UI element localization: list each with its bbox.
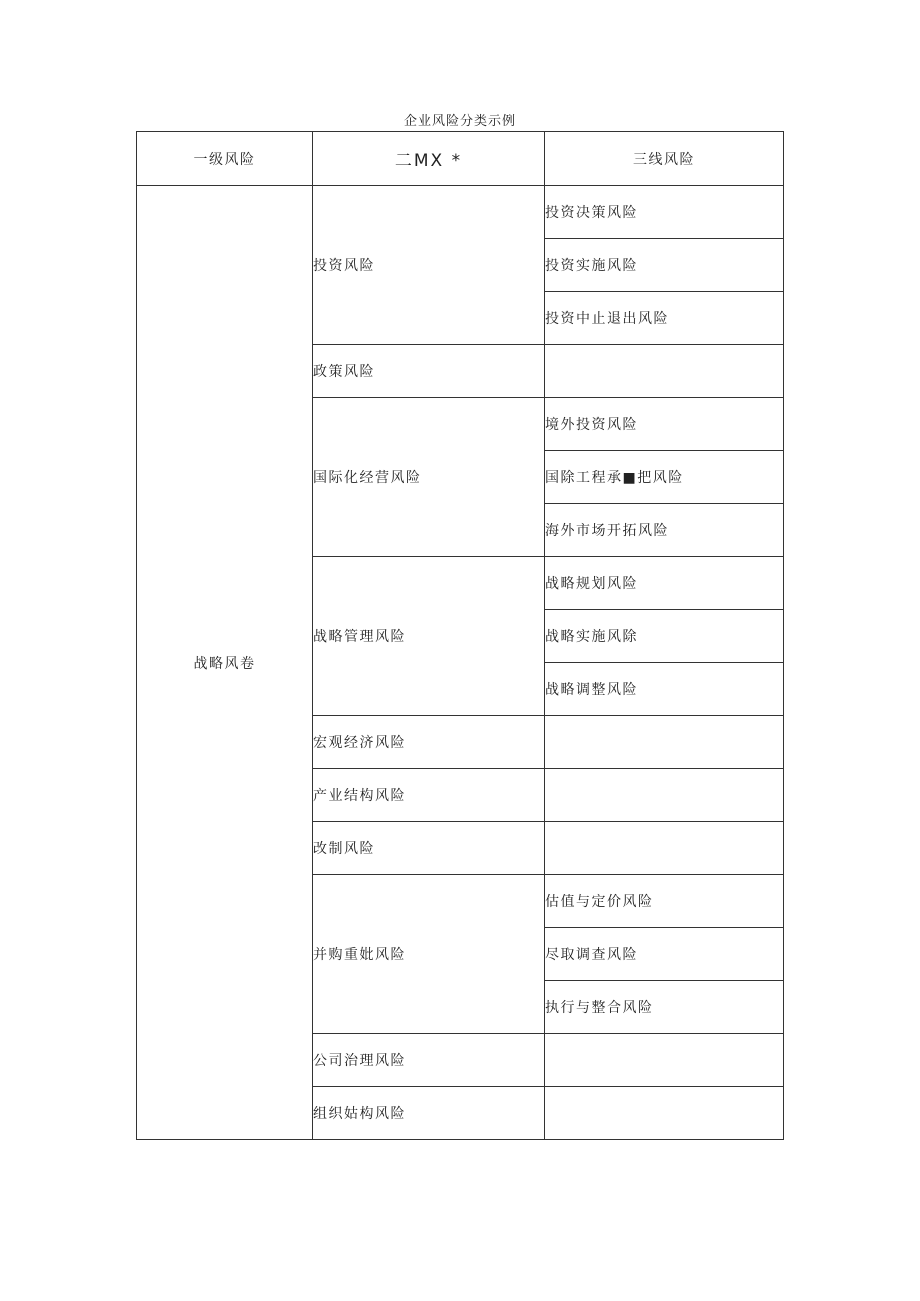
level1-cell: 战略风卷 — [137, 186, 313, 1140]
level3-cell — [545, 345, 784, 398]
level3-cell: 战略规划风险 — [545, 557, 784, 610]
level3-cell: 投资中止退出风险 — [545, 292, 784, 345]
level2-cell: 改制风险 — [313, 822, 545, 875]
level3-cell: 投资决策风险 — [545, 186, 784, 239]
level2-cell: 国际化经营风险 — [313, 398, 545, 557]
level2-cell: 政策风险 — [313, 345, 545, 398]
table-row — [137, 186, 784, 239]
level3-cell: 战略实施风除 — [545, 610, 784, 663]
level3-cell — [545, 1034, 784, 1087]
level3-cell: 战略调整风险 — [545, 663, 784, 716]
level3-cell: 执行与整合风险 — [545, 981, 784, 1034]
level3-cell: 海外市场开拓风险 — [545, 504, 784, 557]
table-title: 企业风险分类示例 — [403, 114, 516, 129]
risk-classification-table — [136, 131, 784, 1140]
level3-cell — [545, 716, 784, 769]
level3-cell: 尽取调查风险 — [545, 928, 784, 981]
level3-cell: 估值与定价风险 — [545, 875, 784, 928]
level2-cell: 公司治理风险 — [313, 1034, 545, 1087]
level3-cell: 国除工程承■把风险 — [545, 451, 784, 504]
level2-cell: 投资风险 — [313, 186, 545, 345]
level2-cell: 战略管理风险 — [313, 557, 545, 716]
level2-cell: 并购重妣风险 — [313, 875, 545, 1034]
table-header-row — [137, 132, 784, 186]
level2-cell: 产业结构风险 — [313, 769, 545, 822]
header-level3: 三线风险 — [545, 132, 784, 186]
level3-cell — [545, 1087, 784, 1140]
level3-cell — [545, 769, 784, 822]
level3-cell — [545, 822, 784, 875]
level3-cell: 境外投资风险 — [545, 398, 784, 451]
header-level2: 二MX * — [313, 132, 545, 186]
level3-cell: 投资实施风险 — [545, 239, 784, 292]
level2-cell: 组织姑构风险 — [313, 1087, 545, 1140]
header-level1: 一级风险 — [137, 132, 313, 186]
level2-cell: 宏观经济风险 — [313, 716, 545, 769]
